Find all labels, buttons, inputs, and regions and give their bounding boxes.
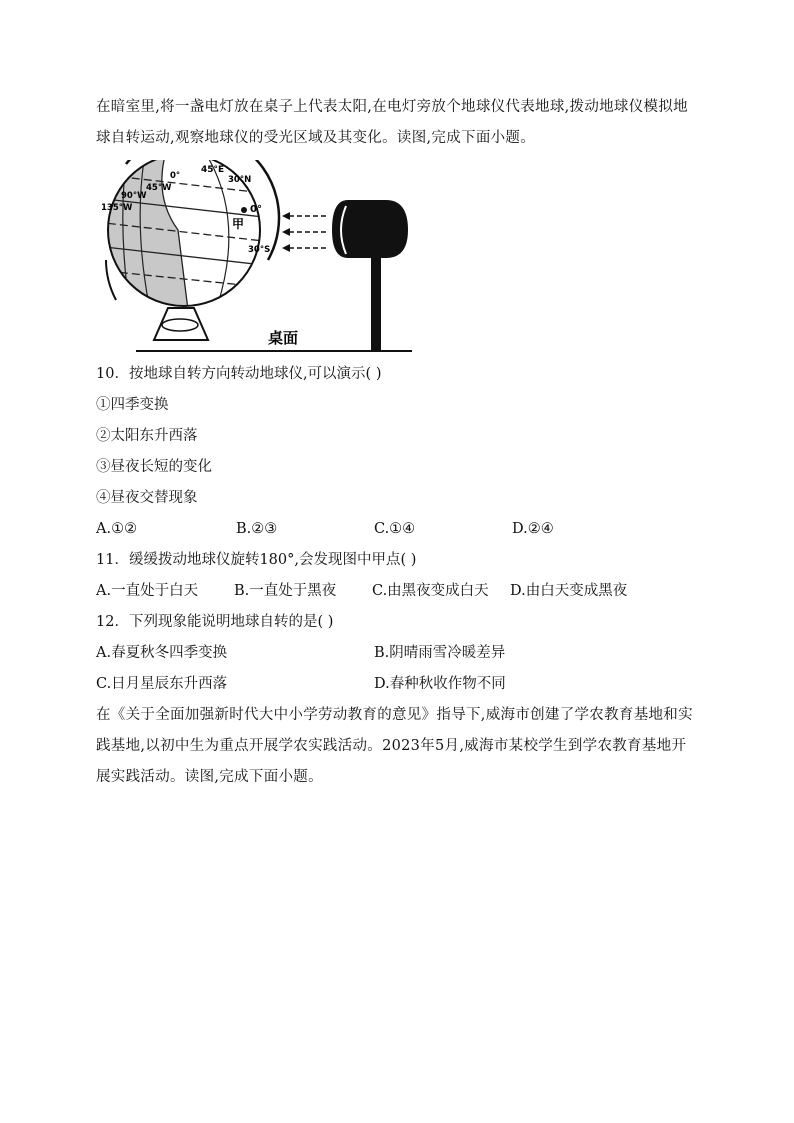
label-30s: 30°S: [248, 245, 271, 255]
label-90w: 90°W: [121, 191, 147, 201]
label-point-jia: 甲: [232, 217, 245, 231]
q10-option-c[interactable]: C.①④: [374, 521, 416, 537]
q10-option-a[interactable]: A.①②: [96, 521, 138, 537]
desk-label: 桌面: [268, 329, 299, 347]
q12-option-d[interactable]: D.春种秋收作物不同: [374, 676, 506, 692]
q10-item-1: ①四季变换: [96, 397, 169, 413]
q11-option-b[interactable]: B.一直处于黑夜: [234, 583, 337, 599]
q10-stem: 10．按地球自转方向转动地球仪,可以演示( ): [96, 366, 382, 382]
q10-item-3: ③昼夜长短的变化: [96, 459, 212, 475]
label-0-meridian: 0°: [170, 171, 181, 181]
label-45w: 45°W: [146, 183, 172, 193]
lamp-pole: [371, 258, 381, 351]
q10-option-b[interactable]: B.②③: [236, 521, 278, 537]
label-equator: 0°: [250, 204, 262, 215]
label-135w: 135°W: [101, 203, 133, 213]
q10-item-2: ②太阳东升西落: [96, 428, 198, 444]
q12-stem: 12．下列现象能说明地球自转的是( ): [96, 614, 334, 630]
q11-stem: 11．缓缓拨动地球仪旋转180°,会发现图中甲点( ): [96, 552, 417, 568]
q12-option-b[interactable]: B.阴晴雨雪冷暖差异: [374, 645, 506, 661]
q11-option-c[interactable]: C.由黑夜变成白天: [372, 583, 489, 599]
q11-option-d[interactable]: D.由白天变成黑夜: [510, 583, 628, 599]
intro-paragraph-1: 在暗室里,将一盏电灯放在桌子上代表太阳,在电灯旁放个地球仪代表地球,拨动地球仪模拟地球自转运动,观察地球仪的受光区域及其变化。读图,完成下面小题。: [96, 99, 688, 146]
label-30n: 30°N: [228, 175, 252, 185]
q12-option-c[interactable]: C.日月星辰东升西落: [96, 676, 228, 692]
globe-lamp-figure: [96, 160, 416, 355]
q11-option-a[interactable]: A.一直处于白天: [96, 583, 199, 599]
q10-option-d[interactable]: D.②④: [512, 521, 554, 537]
label-45e: 45°E: [201, 165, 225, 175]
q10-item-4: ④昼夜交替现象: [96, 490, 198, 506]
intro-paragraph-2: 在《关于全面加强新时代大中小学劳动教育的意见》指导下,威海市创建了学农教育基地和实践基地,以初中生为重点开展学农实践活动。2023年5月,威海市某校学生到学农教育基地开展实践活动。读图,完成下面小题。: [96, 707, 693, 785]
q12-option-a[interactable]: A.春夏秋冬四季变换: [96, 645, 228, 661]
